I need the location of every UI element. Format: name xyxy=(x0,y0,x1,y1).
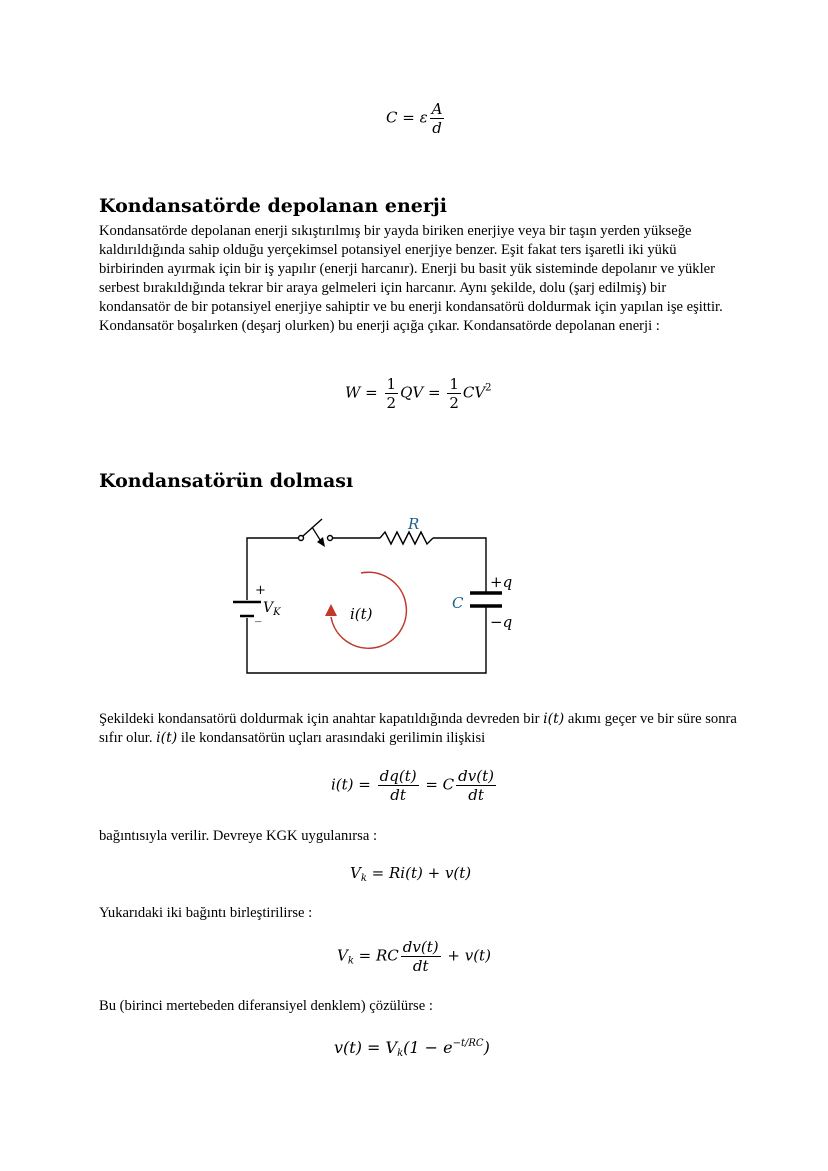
rc-circuit-diagram xyxy=(0,505,828,705)
switch-contact-left xyxy=(299,536,304,541)
fraction-denominator: d xyxy=(432,119,442,137)
battery-plus-label: + xyxy=(255,583,266,598)
fraction xyxy=(378,767,419,804)
fraction-numerator: 1 xyxy=(449,375,459,393)
fraction-numerator: dv(t) xyxy=(458,767,494,785)
subscript: k xyxy=(397,1048,404,1059)
heading-charging: Kondansatörün dolması xyxy=(99,470,354,492)
formula-solution xyxy=(334,1038,490,1059)
fraction-denominator: dt xyxy=(390,786,406,804)
formula-part: v(t) = V xyxy=(334,1038,398,1057)
charge-minus-label: −q xyxy=(490,613,513,631)
formula-part: (1 − e xyxy=(403,1038,453,1057)
formula-kvl xyxy=(350,864,471,884)
inline-math: i(t) xyxy=(543,711,565,727)
fraction-denominator: dt xyxy=(468,786,484,804)
source-label: $V_K$ xyxy=(263,600,281,618)
formula-lhs: W = xyxy=(345,383,383,402)
formula-capacitance xyxy=(386,100,446,137)
formula-part: ) xyxy=(483,1038,490,1057)
fraction-numerator: dv(t) xyxy=(402,938,439,956)
text-run: akımı geçer ve bir süre sonra sıfır olur. xyxy=(99,711,737,746)
fraction xyxy=(456,767,496,804)
fraction-denominator: dt xyxy=(412,957,429,975)
subscript: k xyxy=(347,955,354,967)
switch-arrow-head xyxy=(317,537,325,547)
fraction-numerator: 1 xyxy=(386,375,397,393)
fraction xyxy=(430,100,445,137)
formula-middle: = C xyxy=(420,775,455,794)
formula-lhs: i(t) = xyxy=(331,775,376,794)
fraction-denominator: 2 xyxy=(449,394,459,412)
charge-plus-label: +q xyxy=(490,573,513,591)
heading-energy: Kondansatörde depolanan enerji xyxy=(99,195,447,217)
formula-part: + v(t) xyxy=(442,946,491,965)
formula-part: V xyxy=(337,946,348,965)
fraction-numerator: A xyxy=(431,100,443,118)
switch-contact-right xyxy=(328,536,333,541)
formula-combined xyxy=(337,938,491,975)
exponent: −t/RC xyxy=(452,1038,484,1049)
wire-top-right xyxy=(433,538,486,592)
paragraph-charging-4: Bu (birinci mertebeden diferansiyel denklem) çözülürse : xyxy=(99,998,433,1014)
battery-minus-label: _ xyxy=(255,608,262,623)
current-arrow-head xyxy=(325,604,337,616)
text-run: Şekildeki kondansatörü doldurmak için anahtar kapatıldığında devreden bir xyxy=(99,711,544,727)
paragraph-energy: Kondansatörde depolanan enerji sıkıştırılmış bir yayda biriken enerjiye veya bir taşın yerden yükseğe kaldırıldığında sahip olduğu yerçekimsel potansiyel enerjiye benzer. Eşit fakat ters işaretli iki yükü birbirinden ayırmak için bir iş yapılır (enerji harcanır). Enerji bu basit yük sisteminde depolanır ve yükler serbest bırakıldığında tekrar bir araya gelmeleri için harcanır. Aynı şekilde, dolu (şarj edilmiş) bir kondansatör de bir potansiyel enerjiye sahiptir ve bu enerji kondansatörü doldurmak için yapılan işe eşittir. Kondansatör boşalırken (deşarj olurken) bu enerji açığa çıkar. Kondansatörde depolanan enerji : xyxy=(99,223,723,334)
fraction xyxy=(447,375,461,412)
formula-middle: QV = xyxy=(400,383,446,402)
formula-part: V xyxy=(350,864,361,882)
formula-part: = RC xyxy=(353,946,399,965)
current-label: i(t) xyxy=(350,605,373,623)
paragraph-charging-1 xyxy=(99,710,739,748)
formula-energy xyxy=(345,375,492,412)
resistor-zigzag xyxy=(380,532,433,544)
fraction xyxy=(385,375,399,412)
fraction-numerator: dq(t) xyxy=(379,767,417,785)
paragraph-charging-3: Yukarıdaki iki bağıntı birleştirilirse : xyxy=(99,905,313,921)
formula-current xyxy=(331,767,498,804)
inline-math: i(t) xyxy=(156,730,178,746)
paragraph-charging-2: bağıntısıyla verilir. Devreye KGK uygulanırsa : xyxy=(99,828,378,844)
formula-lhs: C = ε xyxy=(386,108,428,127)
fraction-denominator: 2 xyxy=(386,394,397,412)
subscript: k xyxy=(360,873,367,884)
capacitor-label: C xyxy=(452,594,464,612)
text-run: ile kondansatörün uçları arasındaki gerilimin ilişkisi xyxy=(177,730,486,746)
formula-part: = Ri(t) + v(t) xyxy=(366,864,472,882)
resistor-label: R xyxy=(408,515,420,533)
fraction xyxy=(401,938,441,975)
formula-tail: CV xyxy=(462,383,486,402)
exponent: 2 xyxy=(485,382,492,394)
